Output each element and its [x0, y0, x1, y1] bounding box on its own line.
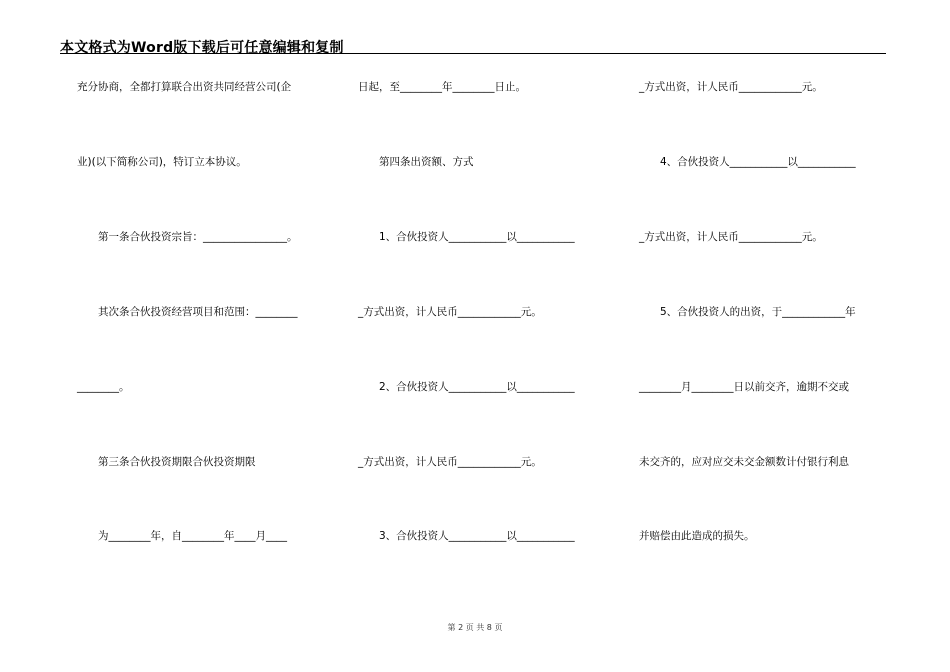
paragraph-line: 并赔偿由此造成的损失。: [639, 530, 755, 542]
paragraph-line: _方式出资，计人民币____________元。: [639, 231, 823, 243]
paragraph-line: 4、合伙投资人___________以___________: [639, 156, 856, 168]
paragraph-line: ________月________日以前交齐，逾期不交或: [639, 381, 849, 393]
paragraph-line: _方式出资，计人民币____________元。: [639, 81, 823, 93]
paragraph-line: 充分协商，全都打算联合出资共同经营公司(企: [77, 81, 292, 93]
paragraph-line: 5、合伙投资人的出资，于____________年: [639, 306, 856, 318]
paragraph-line: 业)(以下简称公司)，特订立本协议。: [77, 156, 247, 168]
paragraph-line: 第四条出资额、方式: [358, 156, 474, 168]
paragraph-line: 第三条合伙投资期限合伙投资期限: [77, 456, 256, 468]
paragraph-line: 未交齐的，应对应交未交金额数计付银行利息: [639, 456, 849, 468]
paragraph-line: _方式出资，计人民币____________元。: [358, 456, 542, 468]
document-header-title: 本文格式为Word版下载后可任意编辑和复制: [60, 40, 344, 56]
paragraph-line: 其次条合伙投资经营项目和范围：________: [77, 306, 298, 318]
paragraph-line: _方式出资，计人民币____________元。: [358, 306, 542, 318]
paragraph-line: 2、合伙投资人___________以___________: [358, 381, 575, 393]
header-rule: [60, 53, 886, 54]
paragraph-line: ________。: [77, 381, 130, 393]
paragraph-line: 3、合伙投资人___________以___________: [358, 530, 575, 542]
paragraph-line: 为________年，自________年____月____: [77, 530, 287, 542]
page-number: 第 2 页 共 8 页: [447, 623, 503, 632]
paragraph-line: 1、合伙投资人___________以___________: [358, 231, 575, 243]
paragraph-line: 第一条合伙投资宗旨：________________。: [77, 231, 298, 243]
paragraph-line: 日起，至________年________日止。: [358, 81, 526, 93]
